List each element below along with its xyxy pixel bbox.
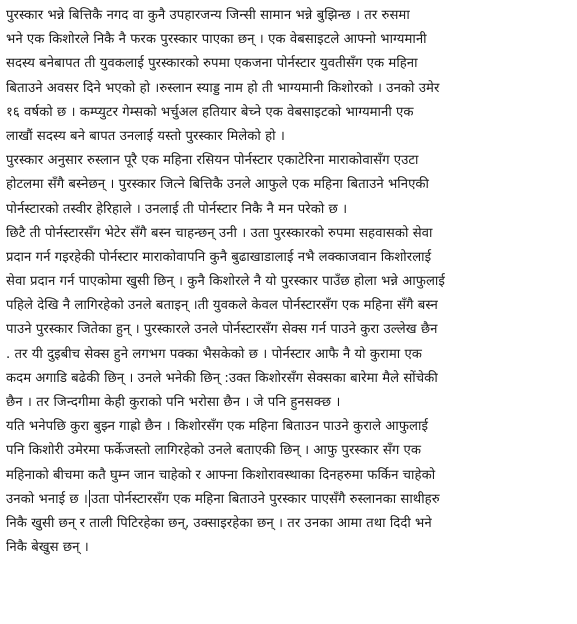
text-line: यति भनेपछि कुरा बुझ्न गाह्रो छैन । किशोरसँग एक महिना बिताउन पाउने कुराले आफुलाई — [6, 419, 428, 435]
text-line: निकै बेखुस छन् । — [6, 540, 89, 556]
text-line: पुरस्कार अनुसार रुस्लान पूरै एक महिना रसियन पोर्नस्टार एकाटेरिना माराकोवासँग एउटा — [6, 153, 419, 169]
text-line: कदम अगाडि बढेकी छिन् । उनले भनेकी छिन् :उक्त किशोरसँग सेक्सका बारेमा मैले सोंचेकी — [6, 370, 438, 386]
text-line: १६ वर्षको छ । कम्प्युटर गेम्सको भर्चुअल हतियार बेच्ने एक वेबसाइटको भाग्यमानी एक — [6, 104, 414, 120]
text-line-with-cursor[interactable] — [6, 488, 571, 512]
text-line: . तर यी दुइबीच सेक्स हुने लगभग पक्का भैसकेको छ । पोर्नस्टार आफै नै यो कुरामा एक — [6, 346, 422, 362]
text-line: पहिले देखि नै लागिरहेको उनले बताइन् ।ती युवकले केवल पोर्नस्टारसँग एक महिना सँगै बस्न — [6, 298, 438, 314]
text-line: पाउने पुरस्कार जितेका हुन् । पुरस्कारले उनले पोर्नस्टारसँग सेक्स गर्न पाउने कुरा उल्लेख छैन — [6, 322, 438, 338]
text-line: भने एक किशोरले निकै नै फरक पुरस्कार पाएका छन् । एक वेबसाइटले आफ्नो भाग्यमानी — [6, 32, 427, 48]
text-line: पनि किशोरी उमेरमा फर्केजस्तो लागिरहेको उनले बताएकी छिन् । आफु पुरस्कार सँग एक — [6, 443, 422, 459]
text-line: निकै खुसी छन् र ताली पिटिरहेका छन्, उक्साइरहेका छन् । तर उनका आमा तथा दिदी भने — [6, 515, 432, 531]
text-line: छैन । तर जिन्दगीमा केही कुराको पनि भरोसा छैन । जे पनि हुनसक्छ । — [6, 395, 341, 410]
text-line: लाखौं सदस्य बने बापत उनलाई यस्तो पुरस्कार मिलेको हो । — [6, 128, 285, 144]
text-segment: उता पोर्नस्टारसँग एक महिना बिताउने पुरस्कार पाएसँगै रुस्लानका साथीहरु — [90, 491, 440, 507]
text-line: महिनाको बीचमा कतै घुम्न जान चाहेको र आफ्ना किशोरावस्थाका दिनहरुमा फर्किन चाहेको — [6, 467, 436, 483]
text-line: छिटै ती पोर्नस्टारसँग भेटेर सँगै बस्न चाहन्छन् उनी । उता पुरस्कारको रुपमा सहवासको सेवा — [6, 225, 433, 241]
text-segment: उनको भनाई छ । — [6, 491, 88, 507]
text-line: होटलमा सँगै बस्नेछन् । पुरस्कार जित्ने बित्तिकै उनले आफुले एक महिना बिताउने भनिएकी — [6, 177, 430, 193]
text-cursor — [89, 490, 90, 507]
text-line: पोर्नस्टारको तस्वीर हेरिहाले । उनलाई ती पोर्नस्टार निकै नै मन परेको छ । — [6, 201, 348, 217]
text-line: सदस्य बनेबापत ती युवकलाई पुरस्कारको रुपमा एकजना पोर्नस्टार युवतीसँग एक महिना — [6, 56, 418, 72]
text-line: प्रदान गर्न गइरहेकी पोर्नस्टार माराकोवापनि कुनै बुढाखाडालाई नभै लक्काजवान किशोरलाई — [6, 249, 432, 265]
text-line: सेवा प्रदान गर्न पाएकोमा खुसी छिन् । कुनै किशोरले नै यो पुरस्कार पाउँछ होला भन्ने आफुलाई — [6, 274, 445, 290]
text-line: पुरस्कार भन्ने बित्तिकै नगद वा कुनै उपहारजन्य जिन्सी सामान भन्ने बुझिन्छ । तर रुसमा — [6, 8, 410, 23]
text-line: बिताउने अवसर दिने भएको हो ।रुस्लान स्याड्ड नाम हो ती भाग्यमानी किशोरको । उनको उमेर — [6, 80, 440, 96]
